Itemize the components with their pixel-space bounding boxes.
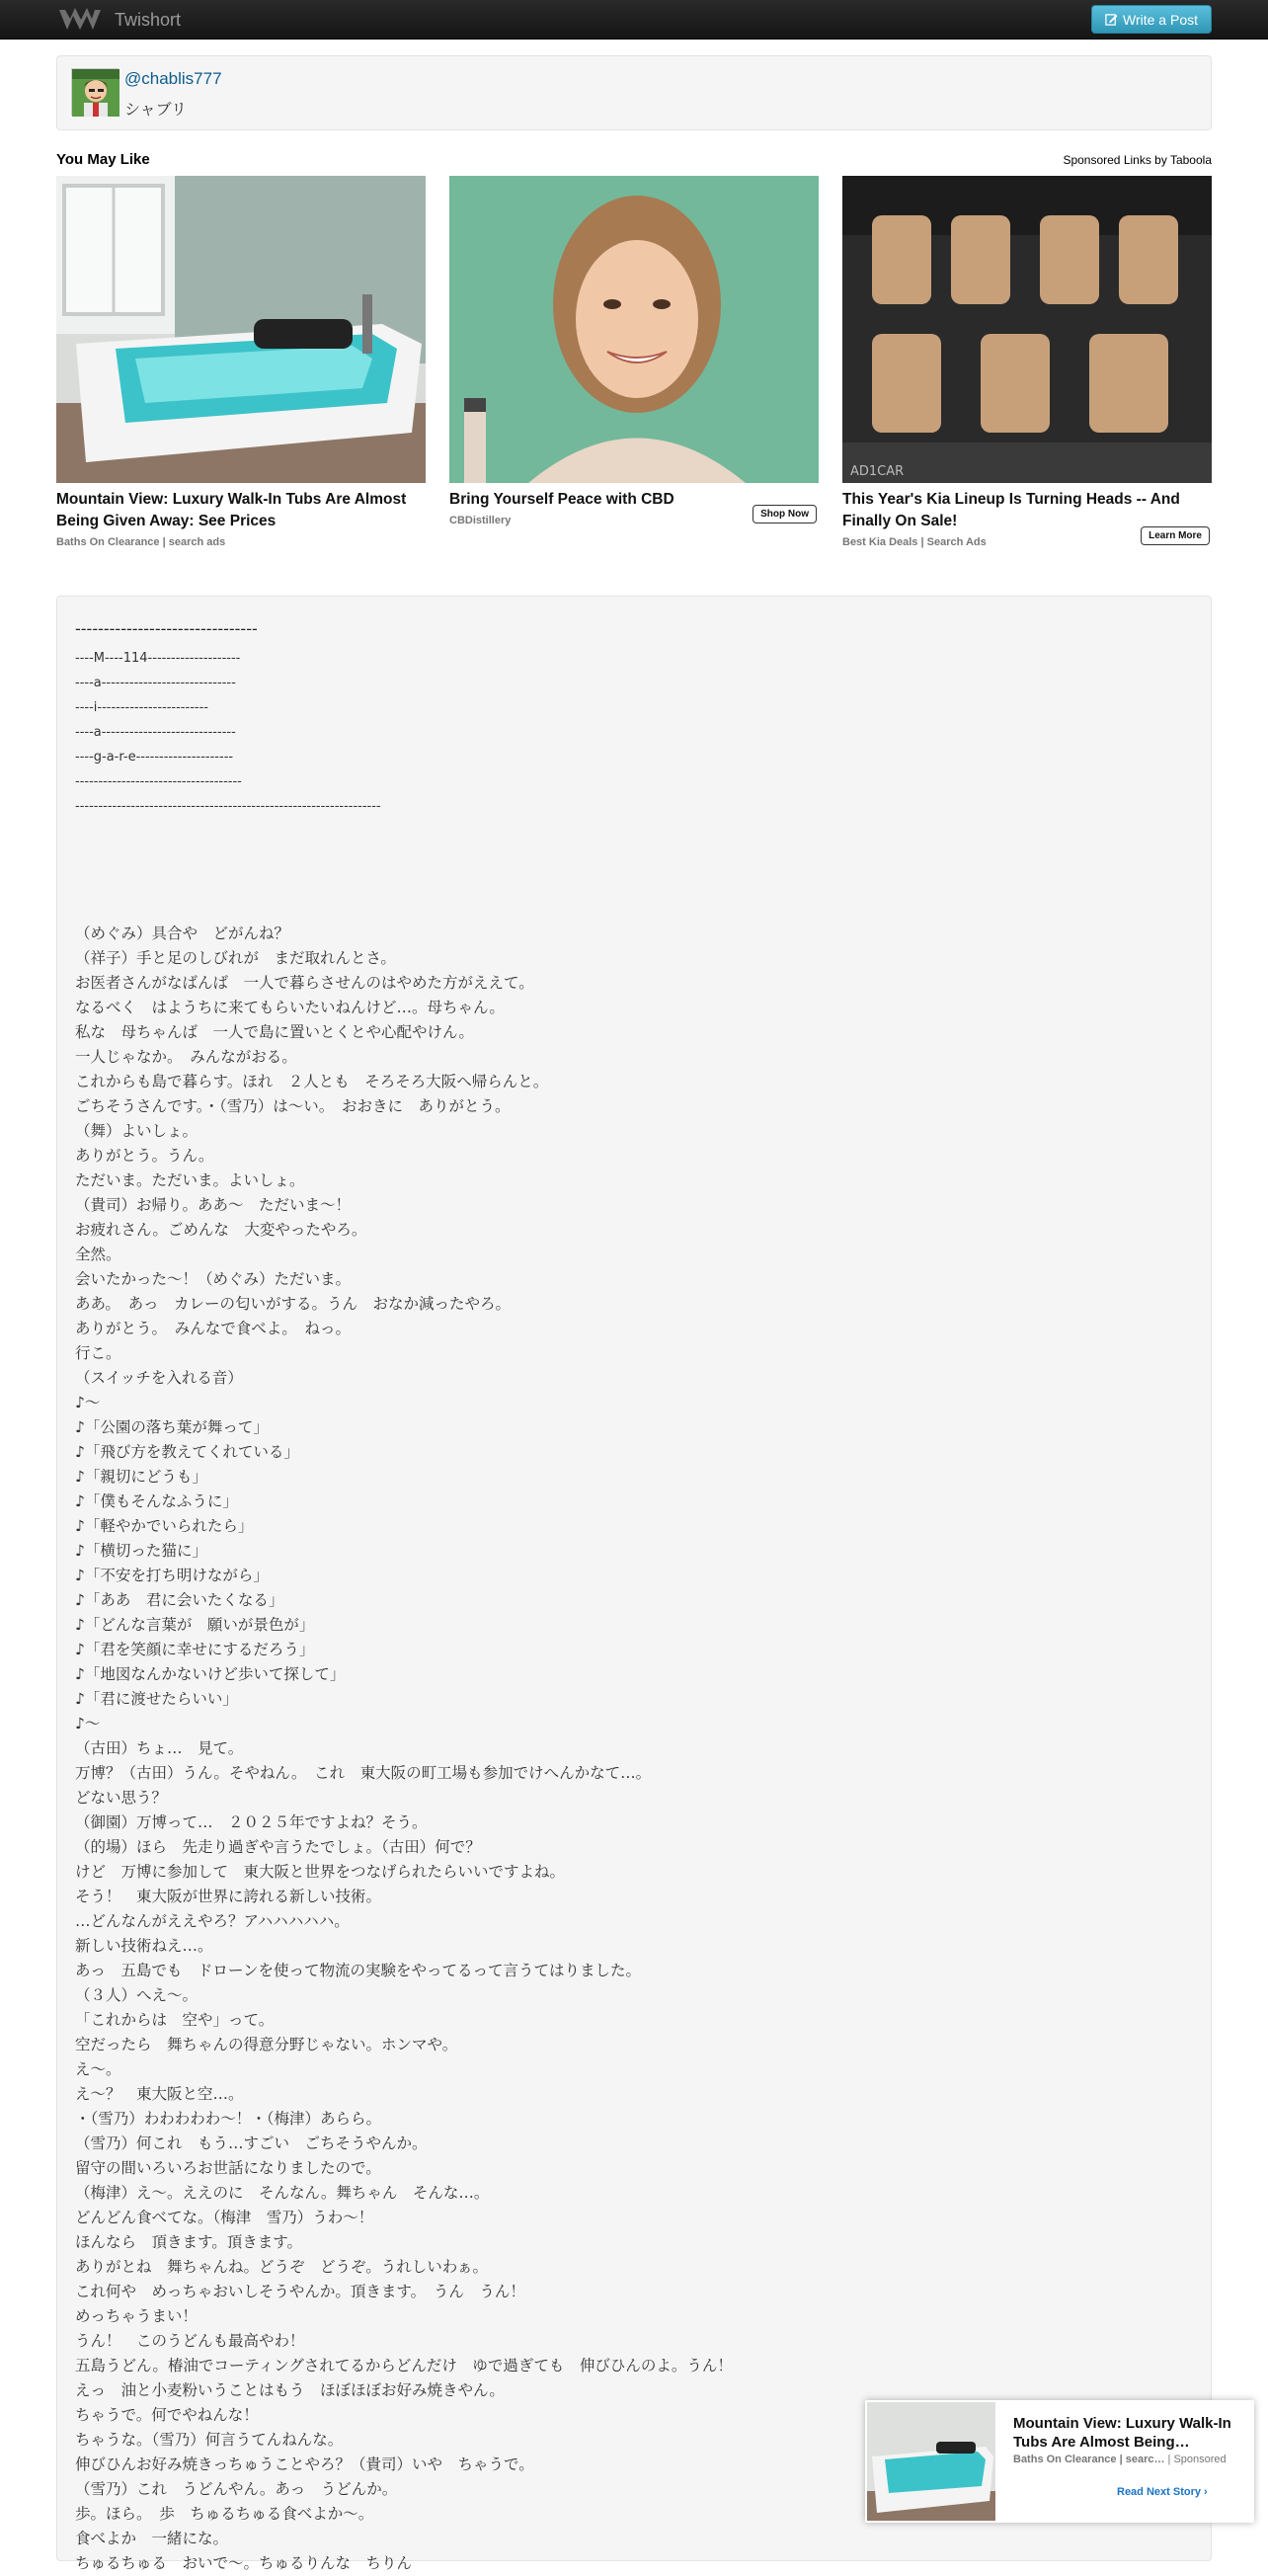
header-line: ----g-a-r-e--------------------- bbox=[75, 750, 234, 765]
post-line: ありがとう。 みんなで食べよ。 ねっ。 bbox=[75, 1320, 352, 1337]
post-line: 伸びひんお好み焼きっちゅうことやろ？（貴司）いや ちゃうで。 bbox=[75, 2455, 534, 2473]
post-line: めっちゃうまい！ bbox=[75, 2307, 198, 2325]
post-line: （梅津）え～。ええのに そんなん。舞ちゃん そんな…。 bbox=[75, 2184, 490, 2202]
post-line: 空だったら 舞ちゃんの得意分野じゃない。ホンマや。 bbox=[75, 2036, 458, 2053]
post-line: ♪「横切った猫に」 bbox=[75, 1542, 207, 1560]
header-line: ----a----------------------------- bbox=[75, 676, 236, 690]
header-line: ----M----114-------------------- bbox=[75, 651, 241, 666]
header-line: ----a----------------------------- bbox=[75, 725, 236, 740]
post-line: ちゃうな。（雪乃）何言うてんねんな。 bbox=[75, 2431, 344, 2449]
recommendation-card-cbd[interactable] bbox=[449, 176, 819, 526]
floating-bathtub-image bbox=[867, 2402, 995, 2521]
post-line: これからも島で暮らす。ほれ ２人とも そろそろ大阪へ帰らんと。 bbox=[75, 1073, 549, 1090]
post-line: 「これからは 空や」って。 bbox=[75, 2011, 275, 2029]
post-line: ♪～ bbox=[75, 1394, 101, 1411]
post-line: （めぐみ）具合や どがんね？ bbox=[75, 925, 290, 942]
recommendation-source: CBDistillery bbox=[449, 515, 512, 526]
bathtub-image bbox=[56, 176, 426, 483]
post-line: 五島うどん。椿油でコーティングされてるからどんだけ ゆで過ぎても 伸びひんのよ。うん！ bbox=[75, 2357, 733, 2375]
post-line: そう！ 東大阪が世界に誇れる新しい技術。 bbox=[75, 1888, 382, 1905]
shop-now-button[interactable]: Shop Now bbox=[753, 505, 817, 523]
read-next-story-link[interactable]: Read Next Story › bbox=[1117, 2486, 1208, 2498]
post-line: ありがとう。うん。 bbox=[75, 1147, 214, 1165]
cbd-woman-image bbox=[449, 176, 819, 483]
twishort-logo-icon bbox=[57, 8, 103, 32]
post-body bbox=[75, 922, 1191, 2576]
floating-recommendation-title[interactable]: Mountain View: Luxury Walk-In Tubs Are Almost Being… bbox=[1013, 2415, 1231, 2451]
post-line: （御園）万博って… ２０２５年ですよね？そう。 bbox=[75, 1813, 428, 1831]
post-dash-header: -------------------------------- bbox=[75, 619, 258, 638]
post-line: ちゅるちゅる おいで～。ちゅるりんな ちりん bbox=[75, 2554, 413, 2572]
post-line: …どんなんがええやろ？アハハハハハ。 bbox=[75, 1912, 350, 1930]
avatar[interactable] bbox=[71, 68, 119, 116]
brand-link[interactable] bbox=[57, 6, 181, 34]
you-may-like-heading: You May Like bbox=[56, 151, 150, 168]
post-line: ♪「飛び方を教えてくれている」 bbox=[75, 1443, 299, 1461]
post-line: ♪「僕もそんなふうに」 bbox=[75, 1492, 238, 1510]
post-line: どない思う？ bbox=[75, 1789, 168, 1807]
floating-recommendation[interactable] bbox=[865, 2400, 1254, 2523]
user-handle-link[interactable]: @chablis777 bbox=[124, 69, 222, 88]
post-line: （祥子）手と足のしびれが まだ取れんとさ。 bbox=[75, 949, 396, 967]
svg-text:AD1CAR: AD1CAR bbox=[850, 464, 905, 479]
post-line: ♪「ああ 君に会いたくなる」 bbox=[75, 1591, 284, 1609]
recommendation-source: Best Kia Deals | Search Ads bbox=[842, 536, 987, 548]
post-line: （雪乃）何これ もう…すごい ごちそうやんか。 bbox=[75, 2134, 428, 2152]
post-line: （雪乃）これ うどんやん。あっ うどんか。 bbox=[75, 2480, 398, 2498]
post-line: どんどん食べてな。（梅津 雪乃）うわ～！ bbox=[75, 2209, 374, 2226]
recommendation-title[interactable]: This Year's Kia Lineup Is Turning Heads -- And Finally On Sale! bbox=[842, 491, 1180, 529]
post-line: 私な 母ちゃんば 一人で島に置いとくとや心配やけん。 bbox=[75, 1023, 474, 1041]
header-line: ----i------------------------ bbox=[75, 700, 208, 715]
post-header-lines bbox=[75, 646, 1191, 819]
post-line: なるべく はようちに来てもらいたいねんけど…。母ちゃん。 bbox=[75, 999, 505, 1016]
floating-recommendation-source: Baths On Clearance | searc… | Sponsored bbox=[1013, 2454, 1227, 2465]
post-line: ありがとね 舞ちゃんね。どうぞ どうぞ。うれしいわぁ。 bbox=[75, 2258, 489, 2276]
post-line: うん！ このうどんも最高やわ！ bbox=[75, 2332, 305, 2350]
post-line: けど 万博に参加して 東大阪と世界をつなげられたらいいですよね。 bbox=[75, 1863, 566, 1881]
recommendation-title[interactable]: Mountain View: Luxury Walk-In Tubs Are Almost Being Given Away: See Prices bbox=[56, 491, 407, 529]
post-line: ちゃうで。何でやねんな！ bbox=[75, 2406, 259, 2424]
post-line: お疲れさん。ごめんな 大変やったやろ。 bbox=[75, 1221, 367, 1239]
recommendation-card-kia[interactable] bbox=[842, 176, 1212, 548]
post-line: 食べよか 一緒にな。 bbox=[75, 2530, 229, 2547]
post-line: ♪「君を笑顔に幸せにするだろう」 bbox=[75, 1641, 315, 1658]
sponsored-links-label[interactable]: Sponsored Links by Taboola bbox=[1063, 153, 1212, 167]
recommendation-title[interactable]: Bring Yourself Peace with CBD bbox=[449, 491, 674, 508]
top-navbar bbox=[0, 0, 1268, 40]
post-line: （的場）ほら 先走り過ぎや言うたでしょ。（古田）何で？ bbox=[75, 1838, 481, 1856]
post-line: ただいま。ただいま。よいしょ。 bbox=[75, 1171, 305, 1189]
post-line: ♪「地図なんかないけど歩いて探して」 bbox=[75, 1665, 346, 1683]
post-line: 万博？（古田）うん。そやねん。 これ 東大阪の町工場も参加でけへんかなて…。 bbox=[75, 1764, 652, 1782]
kia-interior-image bbox=[842, 176, 1212, 483]
post-line: 留守の間いろいろお世話になりましたので。 bbox=[75, 2159, 381, 2177]
post-line: 会いたかった～！（めぐみ）ただいま。 bbox=[75, 1270, 352, 1288]
brand-name: Twishort bbox=[115, 9, 182, 30]
post-line: （古田）ちょ… 見て。 bbox=[75, 1739, 244, 1757]
post-line: 全然。 bbox=[75, 1246, 121, 1263]
post-line: ♪「公園の落ち葉が舞って」 bbox=[75, 1418, 269, 1436]
post-line: ♪「どんな言葉が 願いが景色が」 bbox=[75, 1616, 315, 1634]
post-line: え～。 bbox=[75, 2060, 121, 2078]
recommendation-card-bathtub[interactable] bbox=[56, 176, 426, 548]
post-line: お医者さんがなばんば 一人で暮らさせんのはやめた方がええて。 bbox=[75, 974, 534, 992]
post-line: えっ 油と小麦粉いうことはもう ほぼほぼお好み焼きやん。 bbox=[75, 2381, 505, 2399]
post-line: ♪「君に渡せたらいい」 bbox=[75, 1690, 238, 1708]
post-line: 歩。ほら。 歩 ちゅるちゅる食べよか～。 bbox=[75, 2505, 374, 2523]
post-line: ほんなら 頂きます。頂きます。 bbox=[75, 2233, 303, 2251]
header-line: ------------------------------------ bbox=[75, 774, 242, 789]
post-line: ごちそうさんです。・（雪乃）は～い。 おおきに ありがとう。 bbox=[75, 1097, 511, 1115]
post-line: ♪～ bbox=[75, 1715, 101, 1732]
post-line: ♪「親切にどうも」 bbox=[75, 1468, 207, 1486]
post-line: これ何や めっちゃおいしそうやんか。頂きます。 うん うん！ bbox=[75, 2283, 525, 2300]
user-display-name: シャブリ bbox=[124, 100, 188, 119]
post-line: （３人）へえ～。 bbox=[75, 1986, 198, 2004]
post-line: （貴司）お帰り。ああ～ ただいま～！ bbox=[75, 1196, 352, 1214]
post-line: あっ 五島でも ドローンを使って物流の実験をやってるって言うてはりました。 bbox=[75, 1962, 642, 1979]
post-line: 一人じゃなか。 みんながおる。 bbox=[75, 1048, 297, 1066]
write-post-button[interactable] bbox=[1091, 5, 1212, 34]
post-line: 行こ。 bbox=[75, 1344, 121, 1362]
post-line: ♪「軽やかでいられたら」 bbox=[75, 1517, 254, 1535]
write-post-label: Write a Post bbox=[1123, 11, 1198, 28]
post-line: 新しい技術ねえ…。 bbox=[75, 1937, 213, 1955]
post-line: ああ。 あっ カレーの匂いがする。うん おなか減ったやろ。 bbox=[75, 1295, 511, 1313]
edit-icon bbox=[1105, 13, 1118, 26]
post-line: ♪「不安を打ち明けながら」 bbox=[75, 1567, 269, 1584]
header-line: ------------------------------------------------------------------ bbox=[75, 799, 381, 814]
post-line: え～？ 東大阪と空…。 bbox=[75, 2085, 244, 2103]
post-line: ・（雪乃）わわわわわ～！・（梅津）あらら。 bbox=[75, 2110, 382, 2128]
post-line: （スイッチを入れる音） bbox=[75, 1369, 243, 1387]
post-content-well bbox=[56, 596, 1212, 2572]
recommendation-source: Baths On Clearance | search ads bbox=[56, 536, 226, 548]
learn-more-button[interactable]: Learn More bbox=[1141, 526, 1210, 545]
post-line: （舞）よいしょ。 bbox=[75, 1122, 198, 1140]
author-box bbox=[56, 55, 1212, 130]
